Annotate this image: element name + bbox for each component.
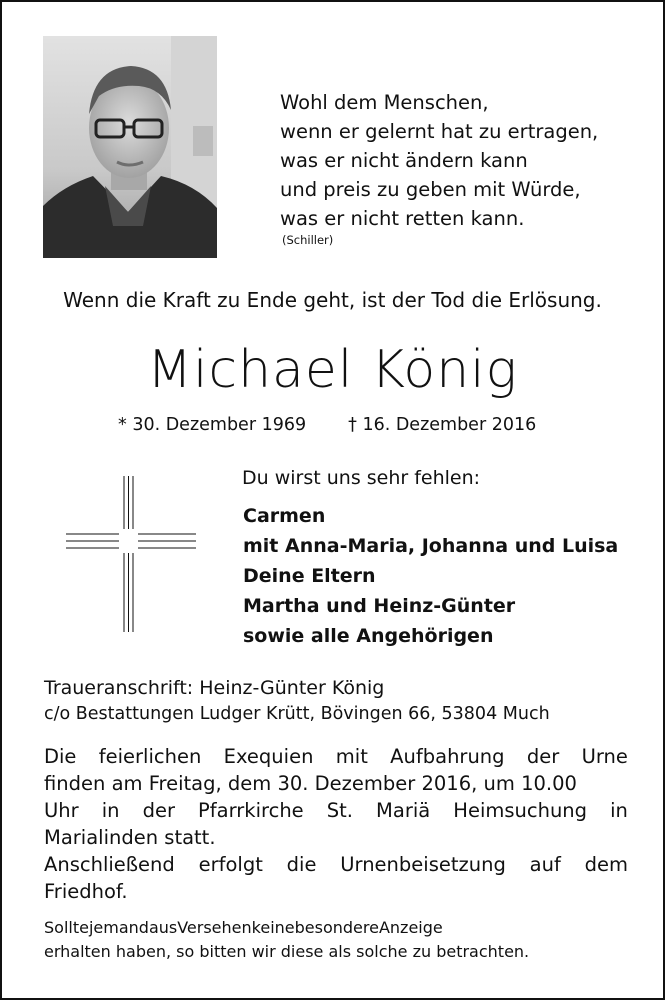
- word: Anzeige: [378, 918, 443, 937]
- word: St.: [326, 799, 353, 822]
- service-line: [44, 797, 628, 824]
- mourner-line: sowie alle Angehörigen: [243, 625, 494, 647]
- portrait-photo: [43, 36, 217, 258]
- mourner-line: Carmen: [243, 505, 326, 527]
- death-date: † 16. Dezember 2016: [348, 415, 537, 435]
- word: Urnenbeisetzung: [340, 853, 506, 876]
- mourning-address: [44, 675, 550, 727]
- word: Uhr: [44, 799, 79, 822]
- address-line: Traueranschrift: Heinz-Günter König: [44, 677, 385, 699]
- word: jemand: [88, 918, 149, 937]
- word: Heimsuchung: [453, 799, 588, 822]
- service-line: Marialinden statt.: [44, 826, 216, 849]
- closing-line: [44, 916, 630, 940]
- closing-line: erhalten haben, so bitten wir diese als solche zu betrachten.: [44, 942, 530, 961]
- word: aus: [148, 918, 178, 937]
- address-line: c/o Bestattungen Ludger Krütt, Bövingen 66, 53804 Much: [44, 704, 550, 724]
- word: Urne: [581, 745, 628, 768]
- word: Sollte: [44, 918, 89, 937]
- word: der: [142, 799, 175, 822]
- portrait-image: [43, 36, 217, 258]
- word: besondere: [294, 918, 379, 937]
- mourner-line: mit Anna-Maria, Johanna und Luisa: [243, 535, 619, 557]
- motto-text: Wenn die Kraft zu Ende geht, ist der Tod die Erlösung.: [63, 288, 602, 312]
- quote-line: und preis zu geben mit Würde,: [280, 178, 581, 201]
- word: erfolgt: [198, 853, 263, 876]
- word: auf: [529, 853, 561, 876]
- quote-block: [280, 88, 640, 248]
- cross-icon: [66, 476, 196, 632]
- word: der: [526, 745, 560, 768]
- life-dates: [118, 413, 536, 437]
- word: mit: [335, 745, 368, 768]
- mourner-line: Deine Eltern: [243, 565, 376, 587]
- deceased-name: Michael König: [147, 340, 518, 400]
- word: die: [286, 853, 317, 876]
- mourners-list: [243, 501, 618, 651]
- word: dem: [584, 853, 628, 876]
- word: Pfarrkirche: [198, 799, 304, 822]
- service-line: [44, 851, 628, 878]
- word: in: [101, 799, 120, 822]
- word: keine: [251, 918, 295, 937]
- word: Anschließend: [44, 853, 175, 876]
- quote-line: Wohl dem Menschen,: [280, 91, 489, 114]
- service-line: Friedhof.: [44, 880, 128, 903]
- mourner-line: Martha und Heinz-Günter: [243, 595, 516, 617]
- word: Aufbahrung: [390, 745, 505, 768]
- service-line: [44, 743, 628, 770]
- birth-date: * 30. Dezember 1969: [118, 415, 307, 435]
- service-info: [44, 743, 628, 905]
- quote-source: (Schiller): [282, 233, 334, 247]
- quote-line: was er nicht ändern kann: [280, 149, 528, 172]
- missed-text: Du wirst uns sehr fehlen:: [242, 467, 481, 489]
- word: Die: [44, 745, 77, 768]
- word: Mariä: [376, 799, 431, 822]
- service-line: finden am Freitag, dem 30. Dezember 2016, um 10.00: [44, 772, 577, 795]
- word: feierlichen: [98, 745, 202, 768]
- closing-note: [44, 916, 630, 964]
- word: Versehen: [177, 918, 252, 937]
- word: Exequien: [223, 745, 314, 768]
- quote-line: was er nicht retten kann.: [280, 207, 525, 230]
- word: in: [610, 799, 628, 822]
- quote-line: wenn er gelernt hat zu ertragen,: [280, 120, 599, 143]
